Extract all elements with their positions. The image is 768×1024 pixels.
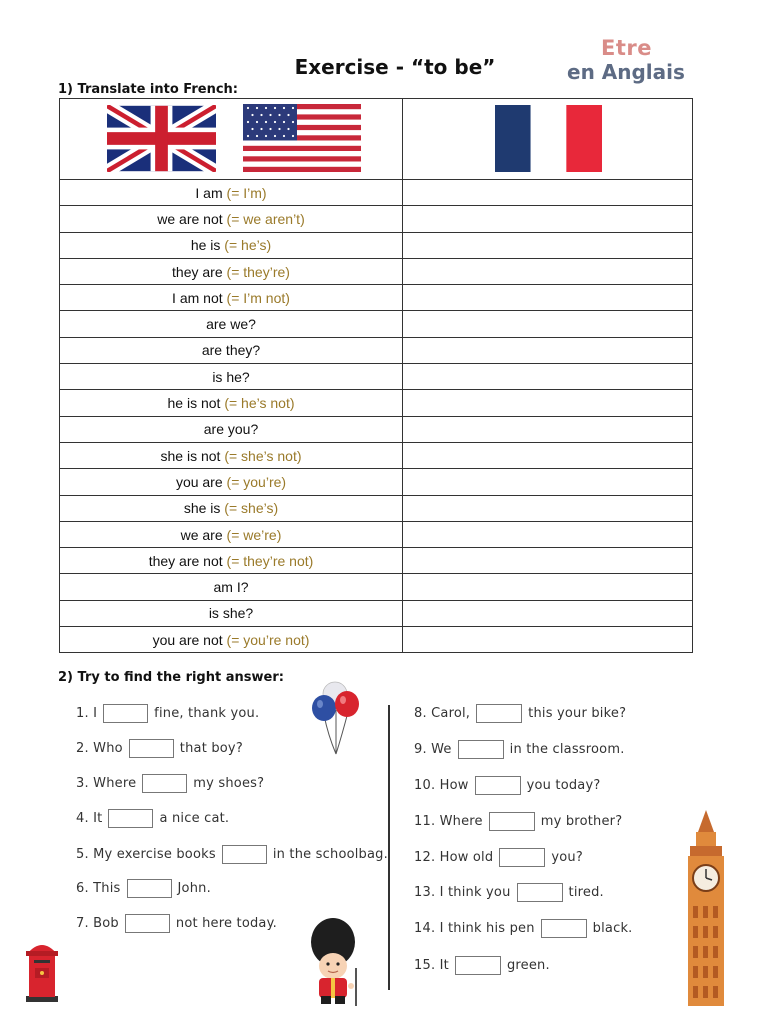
logo-line-2: en Anglais (567, 60, 685, 84)
english-phrase: I am (195, 184, 223, 201)
english-cell (60, 521, 403, 547)
french-answer-cell[interactable] (403, 548, 693, 574)
question-text-before: 7. Bob (76, 916, 119, 931)
answer-box[interactable] (142, 774, 187, 793)
question-text-after: in the classroom. (509, 742, 625, 757)
answer-box[interactable] (455, 956, 501, 975)
question-text-after: in the schoolbag. (272, 847, 388, 862)
answer-box[interactable] (476, 704, 522, 723)
question-text-before: 3. Where (76, 776, 137, 791)
question-item (76, 914, 277, 933)
question-item (76, 809, 229, 828)
question-text-after: black. (592, 921, 633, 936)
question-text-before: 1. I (76, 706, 98, 721)
question-item (76, 879, 211, 898)
question-text-after: this your bike? (528, 706, 627, 721)
question-text-before: 12. How old (414, 850, 494, 865)
answer-box[interactable] (129, 739, 174, 758)
contraction-text: (= they’re not) (222, 552, 314, 569)
english-phrase: they are not (148, 552, 223, 569)
question-text-before: 8. Carol, (414, 706, 471, 721)
question-item (414, 919, 633, 938)
english-cell (60, 285, 403, 311)
france-flag-icon (495, 105, 602, 172)
question-text-before: 15. It (414, 958, 449, 973)
question-item (414, 812, 622, 831)
english-phrase: are we? (206, 316, 256, 333)
question-item (414, 704, 626, 723)
answer-box[interactable] (541, 919, 587, 938)
english-phrase: we are (180, 526, 223, 543)
question-item (414, 883, 604, 902)
translation-row (60, 548, 693, 574)
contraction-text: (= I’m) (222, 184, 267, 201)
english-cell (60, 258, 403, 284)
english-cell (60, 442, 403, 468)
question-text-before: 4. It (76, 811, 103, 826)
french-answer-cell[interactable] (403, 600, 693, 626)
question-item (414, 956, 550, 975)
french-answer-cell[interactable] (403, 311, 693, 337)
contraction-text: (= she’s) (220, 500, 279, 517)
english-phrase: she is (183, 500, 221, 517)
mailbox-icon (23, 938, 61, 1007)
answer-box[interactable] (103, 704, 148, 723)
translation-row (60, 364, 693, 390)
translation-row (60, 521, 693, 547)
translation-row (60, 390, 693, 416)
translation-row (60, 495, 693, 521)
french-answer-cell[interactable] (403, 206, 693, 232)
column-divider (388, 705, 390, 990)
english-phrase: are you? (203, 421, 259, 438)
contraction-text: (= he’s not) (220, 395, 295, 412)
question-text-after: you? (551, 850, 583, 865)
uk-flag-icon (107, 105, 216, 172)
question-item (414, 848, 583, 867)
question-text-after: John. (177, 881, 211, 896)
question-item (414, 740, 625, 759)
question-text-after: fine, thank you. (154, 706, 260, 721)
balloons-icon (306, 680, 364, 763)
page-title: Exercise - “to be” (294, 55, 496, 79)
english-phrase: we are not (157, 210, 223, 227)
french-answer-cell[interactable] (403, 574, 693, 600)
contraction-text: (= he’s) (220, 237, 272, 254)
english-cell (60, 206, 403, 232)
answer-box[interactable] (499, 848, 545, 867)
question-text-after: tired. (568, 885, 604, 900)
contraction-text: (= you’re not) (222, 631, 310, 648)
french-answer-cell[interactable] (403, 442, 693, 468)
us-flag-icon (243, 104, 361, 172)
english-phrase: am I? (213, 579, 249, 596)
answer-box[interactable] (127, 879, 172, 898)
answer-box[interactable] (125, 914, 170, 933)
answer-box[interactable] (517, 883, 563, 902)
contraction-text: (= I’m not) (222, 289, 290, 306)
question-text-after: you today? (526, 778, 601, 793)
logo-line-1: Etre (601, 36, 652, 60)
english-cell (60, 311, 403, 337)
english-phrase: I am not (172, 289, 223, 306)
english-cell (60, 574, 403, 600)
question-text-before: 6. This (76, 881, 121, 896)
english-cell (60, 232, 403, 258)
english-cell (60, 627, 403, 653)
question-text-before: 11. Where (414, 814, 483, 829)
question-item (76, 845, 388, 864)
translation-row (60, 627, 693, 653)
translation-row (60, 285, 693, 311)
translation-row (60, 180, 693, 206)
question-text-before: 10. How (414, 778, 469, 793)
question-text-after: not here today. (175, 916, 277, 931)
contraction-text: (= we aren’t) (222, 210, 305, 227)
answer-box[interactable] (475, 776, 521, 795)
french-answer-cell[interactable] (403, 495, 693, 521)
french-answer-cell[interactable] (403, 285, 693, 311)
question-text-after: that boy? (179, 741, 243, 756)
question-text-after: my shoes? (193, 776, 265, 791)
english-phrase: you are not (152, 631, 223, 648)
english-cell (60, 390, 403, 416)
english-cell (60, 337, 403, 363)
contraction-text: (= we’re) (222, 526, 282, 543)
big-ben-icon (684, 810, 728, 1011)
english-phrase: is he? (212, 368, 250, 385)
french-answer-cell[interactable] (403, 337, 693, 363)
section-1-title: 1) Translate into French: (58, 82, 238, 97)
english-phrase: he is (190, 237, 221, 254)
translation-row (60, 469, 693, 495)
question-text-before: 9. We (414, 742, 452, 757)
question-text-after: my brother? (540, 814, 623, 829)
question-item (76, 739, 243, 758)
contraction-text: (= she’s not) (220, 447, 302, 464)
french-answer-cell[interactable] (403, 627, 693, 653)
english-cell (60, 416, 403, 442)
answer-box[interactable] (458, 740, 504, 759)
french-answer-cell[interactable] (403, 521, 693, 547)
question-text-before: 13. I think you (414, 885, 511, 900)
english-phrase: you are (175, 473, 223, 490)
translation-row (60, 574, 693, 600)
translation-table (59, 98, 693, 653)
french-answer-cell[interactable] (403, 180, 693, 206)
question-item (76, 774, 264, 793)
question-text-after: a nice cat. (159, 811, 230, 826)
english-phrase: they are (172, 263, 223, 280)
french-answer-cell[interactable] (403, 364, 693, 390)
french-answer-cell[interactable] (403, 416, 693, 442)
contraction-text: (= they’re) (222, 263, 290, 280)
question-text-after: green. (506, 958, 550, 973)
question-text-before: 14. I think his pen (414, 921, 535, 936)
logo (565, 36, 695, 88)
answer-box[interactable] (489, 812, 535, 831)
english-phrase: is she? (208, 605, 254, 622)
french-answer-cell[interactable] (403, 232, 693, 258)
translation-row (60, 311, 693, 337)
english-phrase: she is not (160, 447, 221, 464)
guard-icon (306, 918, 364, 1013)
answer-box[interactable] (108, 809, 153, 828)
answer-box[interactable] (222, 845, 267, 864)
english-cell (60, 600, 403, 626)
translation-row (60, 600, 693, 626)
english-cell (60, 364, 403, 390)
translation-row (60, 258, 693, 284)
question-text-before: 2. Who (76, 741, 123, 756)
contraction-text: (= you’re) (222, 473, 287, 490)
translation-row (60, 232, 693, 258)
question-item (76, 704, 259, 723)
french-answer-cell[interactable] (403, 390, 693, 416)
english-phrase: are they? (201, 342, 261, 359)
question-text-before: 5. My exercise books (76, 847, 216, 862)
translation-row (60, 442, 693, 468)
english-cell (60, 469, 403, 495)
english-cell (60, 495, 403, 521)
translation-row (60, 416, 693, 442)
english-cell (60, 180, 403, 206)
english-cell (60, 548, 403, 574)
french-answer-cell[interactable] (403, 258, 693, 284)
question-item (414, 776, 600, 795)
translation-row (60, 206, 693, 232)
french-answer-cell[interactable] (403, 469, 693, 495)
translation-row (60, 337, 693, 363)
english-phrase: he is not (167, 395, 221, 412)
section-2-title: 2) Try to find the right answer: (58, 670, 284, 685)
